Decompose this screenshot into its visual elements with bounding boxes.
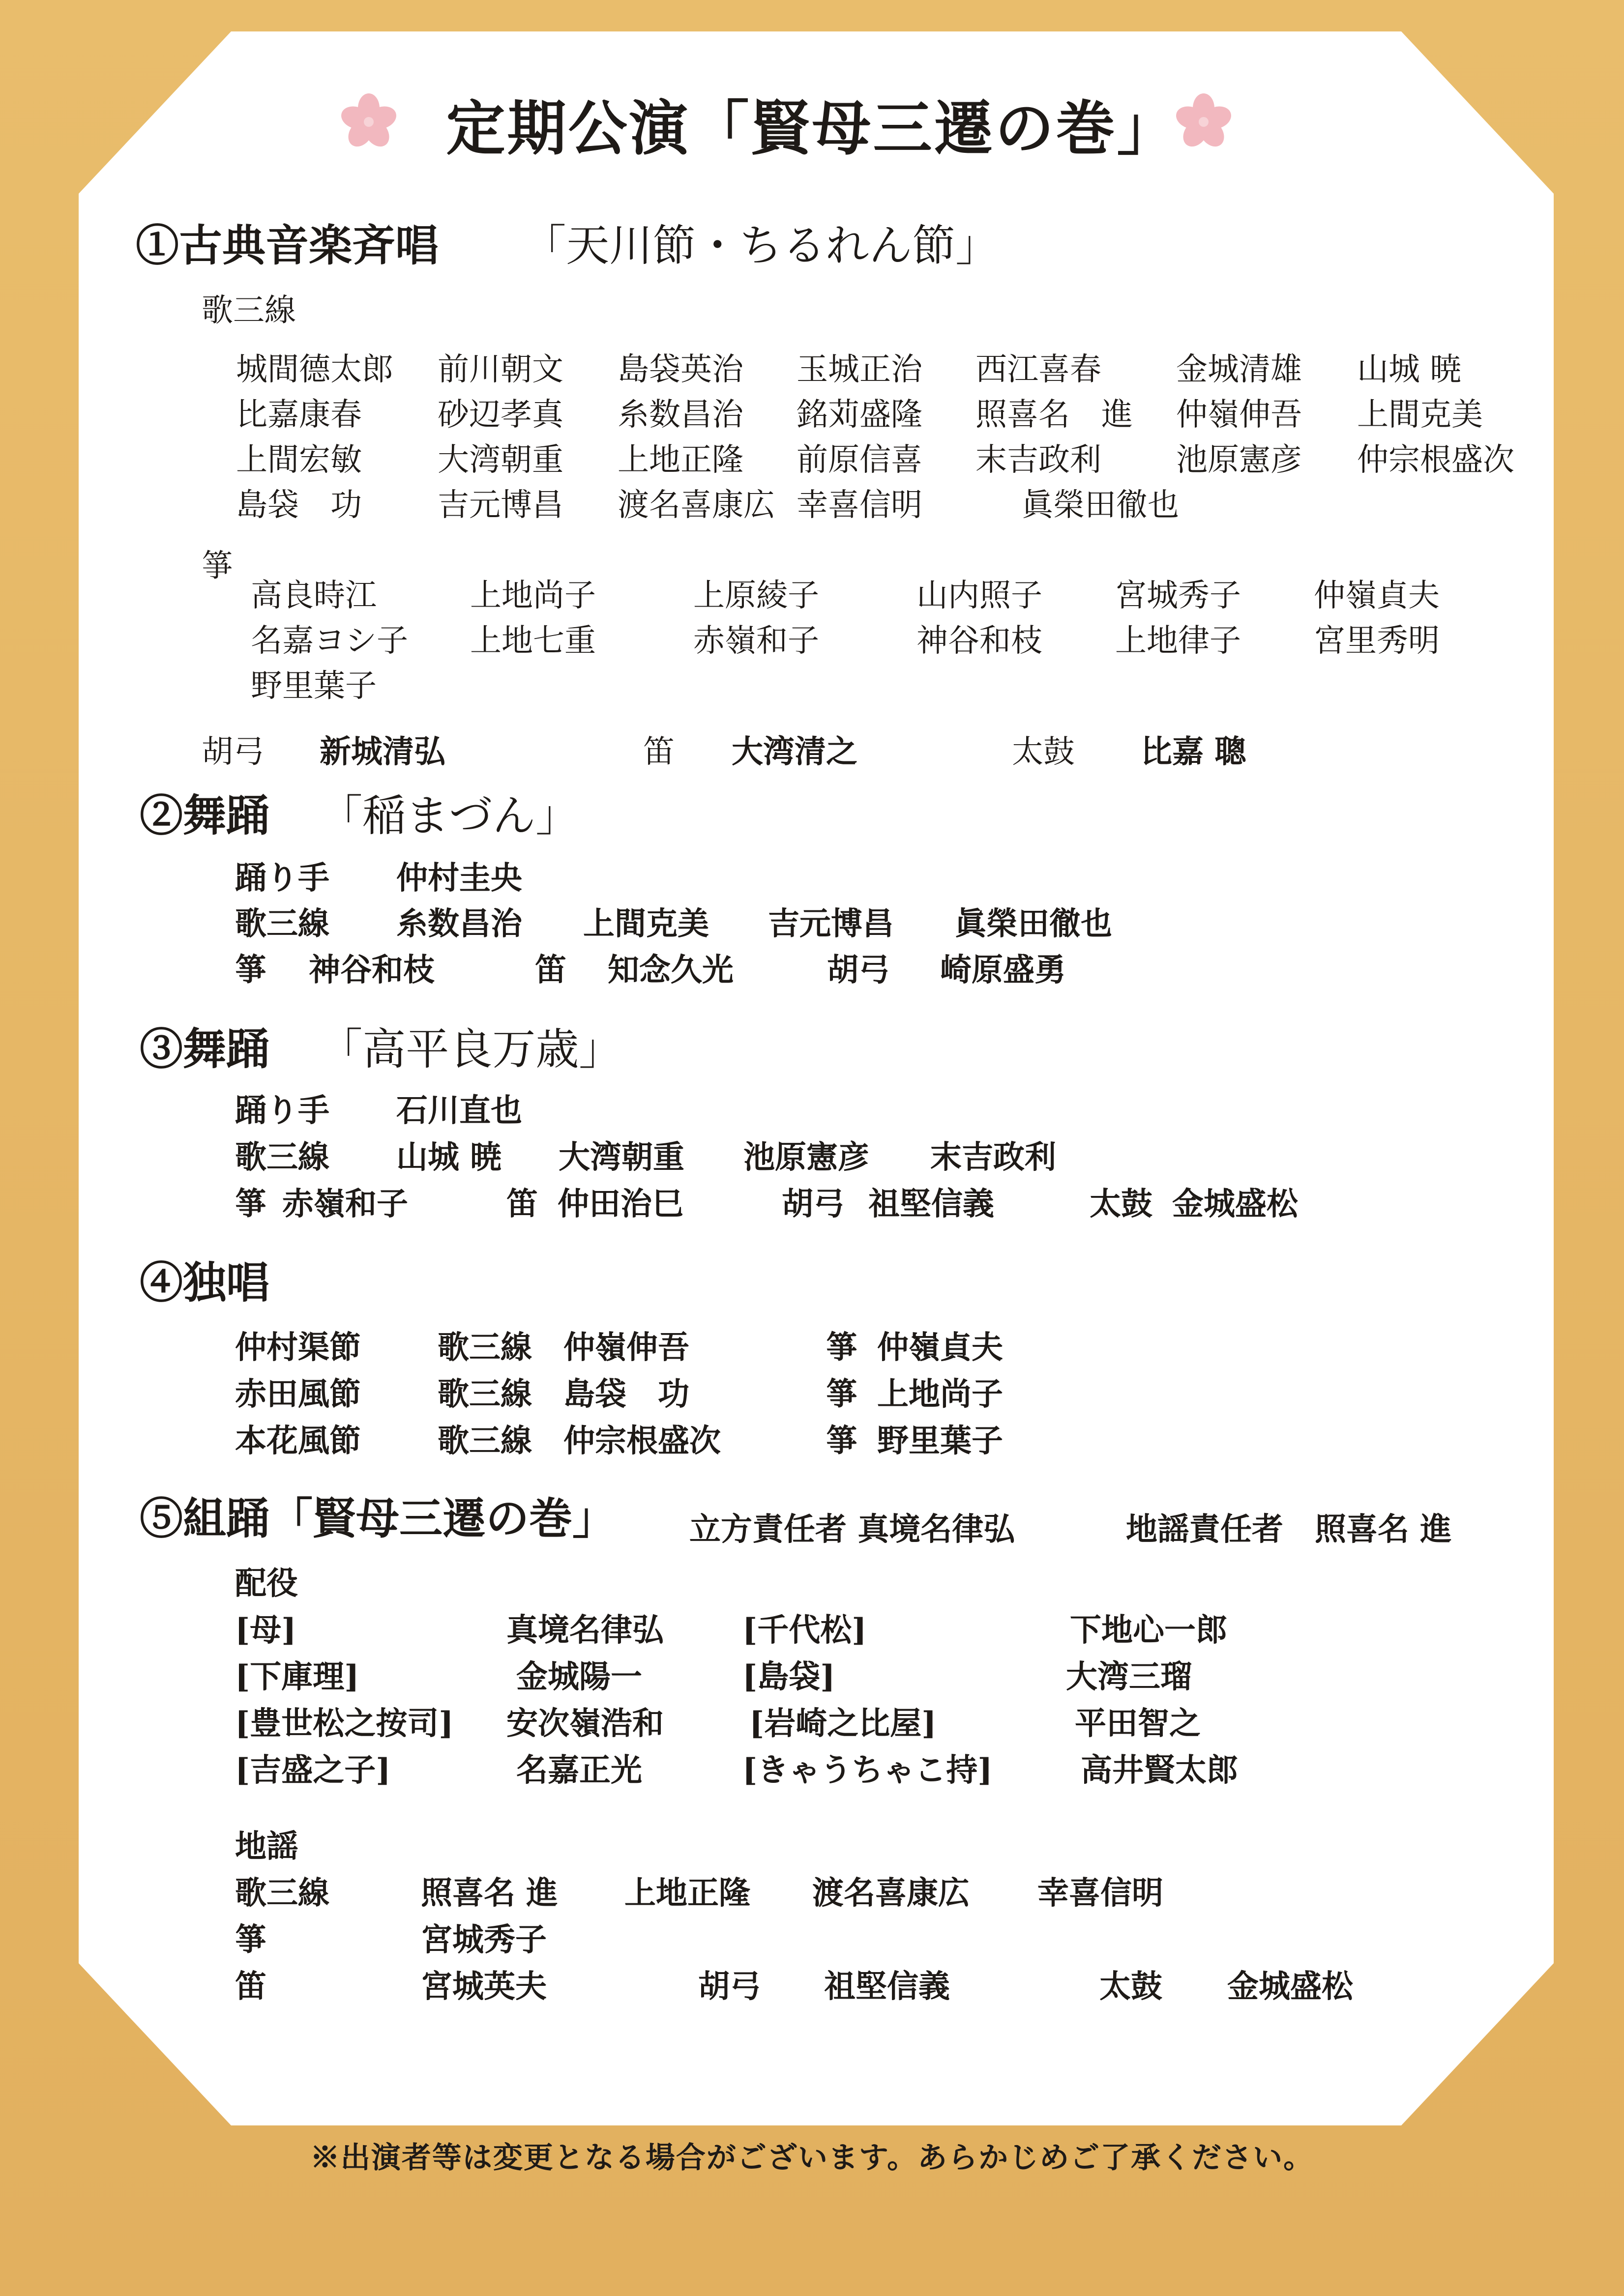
- performer-name: 吉元博昌: [768, 905, 894, 942]
- section-1-uta-label: 歌三線: [202, 292, 296, 329]
- section-1-title: [136, 211, 999, 273]
- performer-name: 上地尚子: [470, 578, 596, 614]
- performer-name: 野里葉子: [251, 668, 377, 704]
- section-3-heading: ③舞踊: [140, 1023, 270, 1075]
- performer-name: 渡名喜康広: [812, 1875, 970, 1912]
- performer-name: 西江喜春: [975, 351, 1101, 388]
- solo-uta-label: 歌三線: [438, 1376, 532, 1413]
- section-3-title: [140, 1015, 622, 1077]
- section-4-title: ④独唱: [140, 1257, 270, 1308]
- section-1-fue-label: 笛: [643, 734, 675, 770]
- section-5-tachikata: 立方責任者 真境名律弘: [689, 1511, 1015, 1548]
- performer-name: 幸喜信明: [1037, 1875, 1163, 1912]
- cast-role: [島袋]: [742, 1658, 835, 1695]
- cast-actor: 金城陽一: [516, 1658, 642, 1695]
- performer-name: 渡名喜康広: [618, 487, 775, 523]
- cast-actor: 平田智之: [1075, 1705, 1201, 1742]
- performer-name: 宮城秀子: [1115, 578, 1241, 614]
- section-3-taiko: 金城盛松: [1172, 1186, 1298, 1222]
- section-1-taiko-label: 太鼓: [1012, 734, 1075, 770]
- performer-name: 大湾朝重: [438, 442, 563, 478]
- solo-koto-label: 箏: [826, 1376, 857, 1413]
- section-5-kokyu: 祖堅信義: [824, 1968, 950, 2005]
- performer-name: 幸喜信明: [797, 487, 922, 523]
- performer-name: 末吉政利: [975, 442, 1101, 478]
- solo-song-title: 赤田風節: [235, 1376, 361, 1413]
- performer-name: 赤嶺和子: [693, 623, 819, 659]
- solo-uta-label: 歌三線: [438, 1423, 532, 1459]
- performer-name: 銘苅盛隆: [797, 397, 922, 433]
- performer-name: 仲宗根盛次: [1357, 442, 1514, 478]
- cast-role: [下庫理]: [235, 1658, 359, 1695]
- performer-name: 宮里秀明: [1314, 623, 1440, 659]
- section-3-song: 「高平良万歳」: [319, 1024, 622, 1075]
- performer-name: 末吉政利: [930, 1139, 1056, 1176]
- section-2-song: 「稲まづん」: [319, 790, 579, 841]
- performer-name: 神谷和枝: [916, 623, 1042, 659]
- section-2-fue: 知念久光: [608, 952, 734, 988]
- performer-name: 大湾朝重: [559, 1139, 684, 1176]
- performer-name: 山内照子: [916, 578, 1042, 614]
- section-5-koto-label: 箏: [235, 1921, 266, 1958]
- solo-koto-name: 上地尚子: [877, 1376, 1003, 1413]
- section-3-koto-label: 箏: [235, 1186, 266, 1222]
- section-1-heading: ①古典音楽斉唱: [136, 220, 439, 271]
- solo-koto-name: 仲嶺貞夫: [877, 1329, 1003, 1366]
- section-3-fue: 仲田治巳: [558, 1186, 683, 1222]
- cast-role: [きゃうちゃこ持]: [742, 1752, 993, 1789]
- performer-name: 上地七重: [470, 623, 596, 659]
- cast-role: [吉盛之子]: [235, 1752, 391, 1789]
- solo-uta-name: 島袋 功: [563, 1376, 689, 1413]
- performer-name: 名嘉ヨシ子: [251, 623, 408, 659]
- section-3-dancer: 石川直也: [396, 1092, 522, 1129]
- section-2-dancer-label: 踊り手: [235, 860, 329, 897]
- performer-name: 玉城正治: [797, 351, 922, 388]
- section-2-title: [140, 782, 579, 843]
- solo-song-title: 本花風節: [235, 1423, 361, 1459]
- performer-name: 仲嶺伸吾: [1176, 397, 1302, 433]
- performer-name: 高良時江: [251, 578, 377, 614]
- performer-name: 上地正隆: [624, 1875, 750, 1912]
- section-1-song: 「天川節・ちるれん節」: [523, 220, 999, 271]
- section-2-dancer: 仲村圭央: [396, 860, 522, 897]
- section-2-kokyu-label: 胡弓: [827, 952, 890, 988]
- cast-actor: 真境名律弘: [506, 1612, 664, 1649]
- solo-koto-name: 野里葉子: [877, 1423, 1003, 1459]
- section-1-kokyu-label: 胡弓: [202, 734, 265, 770]
- section-5-cast-label: 配役: [235, 1565, 298, 1602]
- section-5-taiko-label: 太鼓: [1099, 1968, 1162, 2005]
- performer-name: 池原憲彦: [1176, 442, 1302, 478]
- section-3-fue-label: 笛: [506, 1186, 538, 1222]
- section-5-koto: 宮城秀子: [421, 1921, 547, 1958]
- solo-koto-label: 箏: [826, 1423, 857, 1459]
- performer-name: 城間德太郎: [236, 351, 393, 388]
- performer-name: 池原憲彦: [743, 1139, 869, 1176]
- section-2-fue-label: 笛: [535, 952, 566, 988]
- section-1-fue: 大湾清之: [732, 733, 857, 770]
- section-1-koto-label: 箏: [202, 548, 233, 584]
- section-1-taiko: 比嘉 聰: [1141, 733, 1246, 770]
- section-5-jiutai-chief: 地謡責任者 照喜名 進: [1126, 1511, 1452, 1548]
- section-3-dancer-label: 踊り手: [235, 1092, 329, 1129]
- performer-name: 上間克美: [1357, 397, 1483, 433]
- section-2-koto-label: 箏: [235, 952, 266, 988]
- performer-name: 比嘉康春: [236, 397, 362, 433]
- page-title: 定期公演「賢母三遷の巻」: [446, 94, 1178, 163]
- performer-name: 眞榮田徹也: [1022, 487, 1179, 523]
- solo-uta-label: 歌三線: [438, 1329, 532, 1366]
- performer-name: 仲嶺貞夫: [1314, 578, 1440, 614]
- section-3-uta-label: 歌三線: [235, 1139, 329, 1176]
- section-1-kokyu: 新城清弘: [320, 733, 445, 770]
- section-5-kokyu-label: 胡弓: [698, 1968, 761, 2005]
- section-5-heading: ⑤組踊: [140, 1493, 270, 1544]
- performer-name: 上地律子: [1115, 623, 1241, 659]
- section-2-uta-label: 歌三線: [235, 905, 329, 942]
- performer-name: 照喜名 進: [421, 1875, 558, 1912]
- performer-name: 金城清雄: [1176, 351, 1302, 388]
- performer-name: 前原信喜: [797, 442, 922, 478]
- performer-name: 上地正隆: [618, 442, 743, 478]
- section-5-title: [140, 1484, 616, 1546]
- performer-name: 上間克美: [583, 905, 709, 942]
- section-2-kokyu: 崎原盛勇: [940, 952, 1066, 988]
- solo-koto-label: 箏: [826, 1329, 857, 1366]
- section-5-jiutai-label: 地謡: [235, 1828, 298, 1865]
- section-3-kokyu: 祖堅信義: [868, 1186, 994, 1222]
- performer-name: 吉元博昌: [438, 487, 563, 523]
- performer-name: 上間宏敏: [236, 442, 362, 478]
- solo-uta-name: 仲宗根盛次: [563, 1423, 721, 1459]
- cast-role: [岩崎之比屋]: [749, 1705, 937, 1742]
- cast-actor: 名嘉正光: [516, 1752, 642, 1789]
- performer-name: 照喜名 進: [975, 397, 1133, 433]
- cast-role: [豊世松之按司]: [235, 1705, 454, 1742]
- cast-actor: 下地心一郎: [1070, 1612, 1227, 1649]
- performer-name: 山城 暁: [396, 1139, 502, 1176]
- performer-name: 島袋英治: [618, 351, 743, 388]
- section-2-heading: ②舞踊: [140, 790, 270, 841]
- cast-actor: 安次嶺浩和: [506, 1705, 664, 1742]
- section-5-fue-label: 笛: [235, 1968, 266, 2005]
- performer-name: 眞榮田徹也: [955, 905, 1112, 942]
- performer-name: 糸数昌治: [618, 397, 743, 433]
- footer-note: ※出演者等は変更となる場合がございます。あらかじめご了承ください。: [310, 2141, 1314, 2175]
- cast-role: [千代松]: [742, 1612, 867, 1649]
- performer-name: 砂辺孝真: [438, 397, 563, 433]
- section-3-koto: 赤嶺和子: [282, 1186, 408, 1222]
- cast-actor: 大湾三瑠: [1066, 1658, 1192, 1695]
- section-5-uta-label: 歌三線: [235, 1875, 329, 1912]
- solo-song-title: 仲村渠節: [235, 1329, 361, 1366]
- section-5-song: 「賢母三遷の巻」: [269, 1493, 616, 1544]
- cast-role: [母]: [235, 1612, 296, 1649]
- section-5-fue: 宮城英夫: [421, 1968, 547, 2005]
- performer-name: 糸数昌治: [396, 905, 522, 942]
- performer-name: 島袋 功: [236, 487, 362, 523]
- performer-name: 前川朝文: [438, 351, 563, 388]
- section-5-taiko: 金城盛松: [1227, 1968, 1353, 2005]
- section-2-koto: 神谷和枝: [309, 952, 435, 988]
- performer-name: 上原綾子: [693, 578, 819, 614]
- performer-name: 山城 暁: [1357, 351, 1462, 388]
- cast-actor: 高井賢太郎: [1081, 1752, 1238, 1789]
- solo-uta-name: 仲嶺伸吾: [563, 1329, 689, 1366]
- section-3-taiko-label: 太鼓: [1090, 1186, 1152, 1222]
- section-3-kokyu-label: 胡弓: [782, 1186, 845, 1222]
